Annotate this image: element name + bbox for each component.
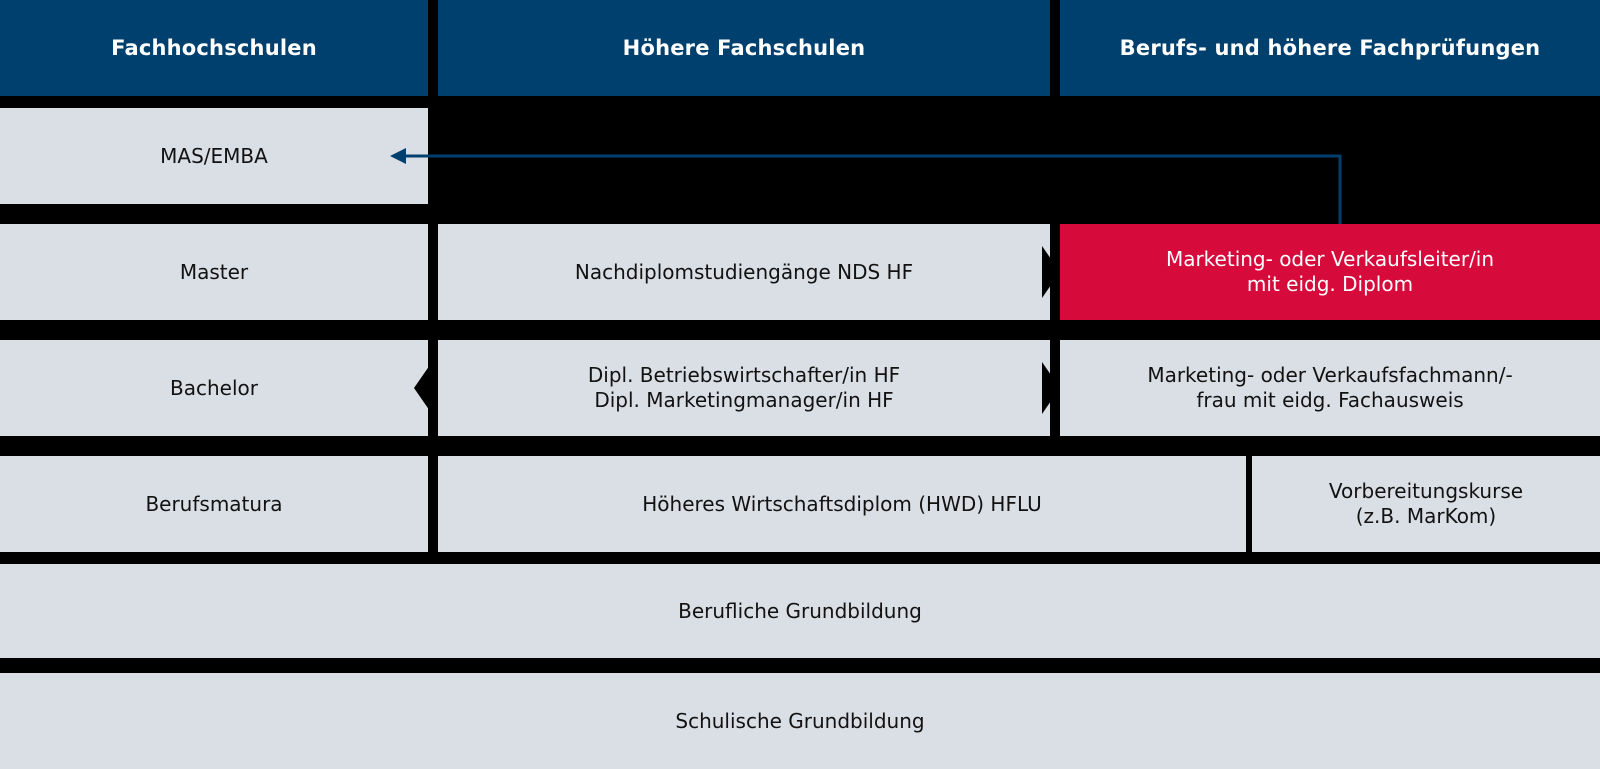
- box-label-line1: Dipl. Betriebswirtschafter/in HF: [587, 363, 901, 387]
- box-label: Master: [179, 259, 249, 284]
- box-berufliche-grundbildung: [0, 564, 1600, 658]
- box-label-line2: (z.B. MarKom): [1355, 504, 1497, 528]
- column-header-label: Fachhochschulen: [111, 35, 317, 60]
- box-label-line2: Dipl. Marketingmanager/in HF: [594, 388, 894, 412]
- chevron-up-icon-col3-upper: [1310, 322, 1362, 340]
- column-header-berufs-und-hoehere-fachpruefungen: [1060, 0, 1600, 96]
- box-label: Schulische Grundbildung: [675, 708, 925, 733]
- column-header-label: Berufs- und höhere Fachprüfungen: [1119, 35, 1541, 60]
- box-label: Nachdiplomstudiengänge NDS HF: [574, 259, 914, 284]
- column-header-fachhochschulen: [0, 0, 428, 96]
- box-hwd-hflu: [438, 456, 1246, 552]
- chevron-up-icon-col3-lower-right: [1400, 438, 1452, 456]
- box-bachelor: [0, 340, 428, 436]
- box-label-line2: frau mit eidg. Fachausweis: [1196, 388, 1464, 412]
- box-marketing-verkaufsleiter: [1060, 224, 1600, 320]
- chevron-up-icon-col2-upper: [724, 322, 776, 340]
- box-label-line1: Marketing- oder Verkaufsfachmann/-: [1147, 363, 1513, 387]
- column-header-label: Höhere Fachschulen: [622, 35, 866, 60]
- box-nds-hf: [438, 224, 1050, 320]
- chevron-right-icon-diplom-row: [1042, 246, 1060, 298]
- box-label: MAS/EMBA: [160, 143, 268, 168]
- box-label-line1: Vorbereitungskurse: [1328, 479, 1524, 503]
- box-label: Bachelor: [170, 375, 258, 400]
- box-label-group: [1309, 479, 1543, 529]
- box-marketing-verkaufsfachmann: [1060, 340, 1600, 436]
- box-label-group: [568, 363, 920, 413]
- box-master: [0, 224, 428, 320]
- chevron-up-icon-col3-lower-left: [1120, 438, 1172, 456]
- box-vorbereitungskurse: [1252, 456, 1600, 552]
- box-dipl-hf: [438, 340, 1050, 436]
- box-label: Berufsmatura: [145, 491, 283, 516]
- box-label: Höheres Wirtschaftsdiplom (HWD) HFLU: [642, 491, 1042, 516]
- chevron-left-icon-bachelor-row: [414, 362, 432, 414]
- chevron-up-icon-col1-upper: [188, 322, 240, 340]
- chevron-up-icon-col1-lower: [188, 438, 240, 456]
- column-header-hoehere-fachschulen: [438, 0, 1050, 96]
- box-label: Berufliche Grundbildung: [678, 598, 922, 623]
- box-label-line2: mit eidg. Diplom: [1246, 272, 1414, 296]
- box-schulische-grundbildung: [0, 673, 1600, 769]
- box-mas-emba: [0, 108, 428, 204]
- box-label-group: [1127, 363, 1532, 413]
- box-label-line1: Marketing- oder Verkaufsleiter/in: [1165, 247, 1495, 271]
- chevron-up-icon-col2-lower: [724, 438, 776, 456]
- chevron-right-icon-fachausweis-row: [1042, 362, 1060, 414]
- box-berufsmatura: [0, 456, 428, 552]
- box-label-group: [1146, 247, 1514, 297]
